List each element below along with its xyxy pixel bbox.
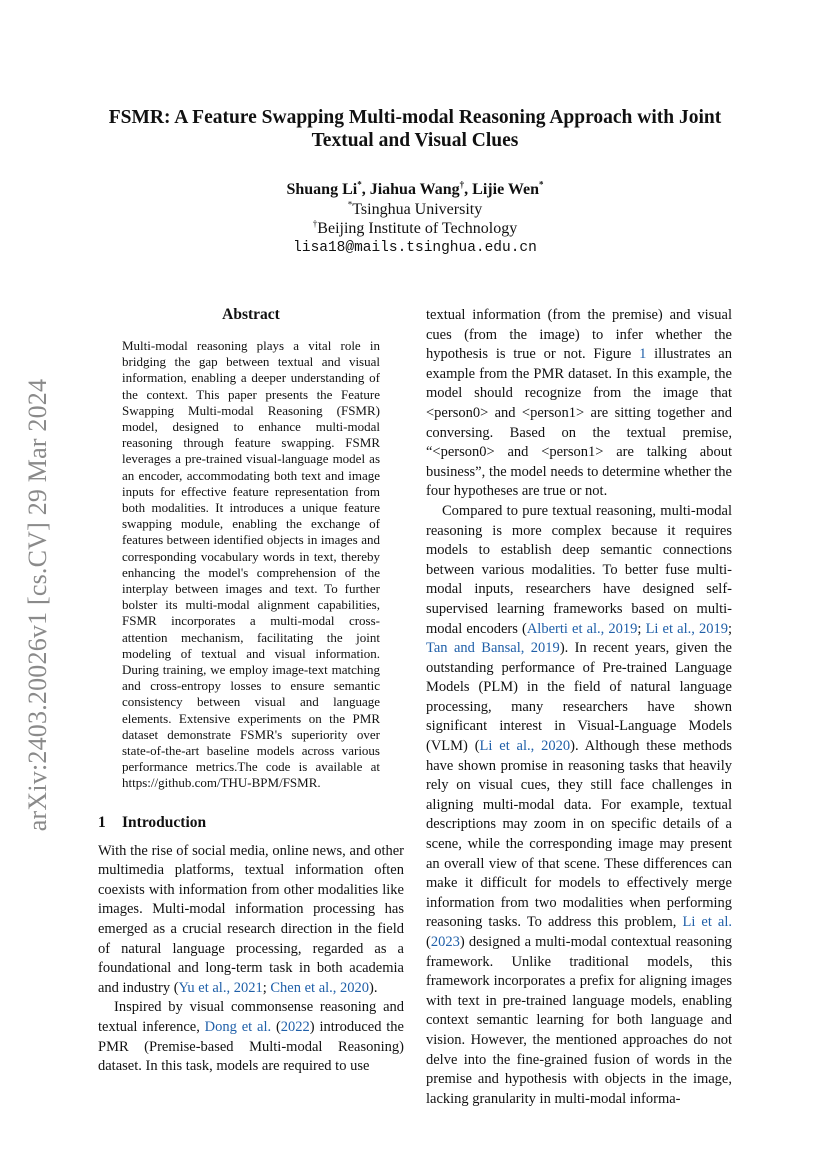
paragraph-text: ) introduced the PMR (Premise-based Multi-modal Reasoning) dataset. In this task, models are required to use xyxy=(98,1019,404,1075)
paragraph-text: textual information (from the premise) and visual cues (from the image) to infer whether the hypothesis is true or not. Figure xyxy=(426,307,732,363)
citation-separator: ( xyxy=(426,934,431,950)
figure-reference-link[interactable]: 1 xyxy=(639,346,647,363)
author-2-mark: † xyxy=(459,179,465,190)
intro-paragraph-3 xyxy=(426,306,732,502)
citation-link[interactable]: Tan and Bansal, 2019 xyxy=(426,640,560,657)
paragraph-text: ). xyxy=(369,979,378,996)
citation-separator: ; xyxy=(727,620,732,637)
author-3-mark: * xyxy=(539,179,544,190)
paragraph-text: ). In recent years, given the outstanding performance of Pre-trained Language Models (PLM) in the field of natural language processing, many researchers have shown significant interest in Visual-Language Models (VLM) ( xyxy=(426,640,732,755)
abstract-heading: Abstract xyxy=(222,306,280,323)
title-line-2: Textual and Visual Clues xyxy=(311,130,519,151)
paragraph-text: Inspired by visual commonsense reasoning and textual inference, xyxy=(98,999,404,1036)
affiliation-1-mark: * xyxy=(347,199,353,210)
citation-link[interactable]: Alberti et al., 2019 xyxy=(526,620,638,637)
affiliation-2 xyxy=(90,219,740,239)
arxiv-identifier-stamp xyxy=(18,360,58,850)
right-column xyxy=(426,306,732,1109)
arxiv-stamp-text: arXiv:2403.20026v1 [cs.CV] 29 Mar 2024 xyxy=(23,378,52,832)
section-title: Introduction xyxy=(122,813,207,831)
citation-link[interactable]: 2022 xyxy=(280,1019,310,1036)
citation-link[interactable]: Yu et al., 2021 xyxy=(178,979,263,996)
citation-link[interactable]: Li et al., 2020 xyxy=(479,738,571,755)
citation-link[interactable]: 2023 xyxy=(430,934,460,950)
affiliation-2-text: Beijing Institute of Technology xyxy=(317,220,518,237)
section-number: 1 xyxy=(98,813,106,831)
paper-title xyxy=(90,106,740,152)
author-2: Jiahua Wang xyxy=(369,181,460,198)
author-names: Shuang Li*, Jiahua Wang†, Lijie Wen* xyxy=(286,179,544,198)
affiliation-1-text: Tsinghua University xyxy=(352,200,483,218)
affiliation-1 xyxy=(90,200,740,220)
citation-link[interactable]: Chen et al., 2020 xyxy=(270,979,370,996)
title-line-1: FSMR: A Feature Swapping Multi-modal Reasoning Approach with Joint xyxy=(108,107,722,128)
citation-separator: ( xyxy=(271,1019,281,1036)
paragraph-text: ) designed a multi-modal contextual reasoning framework. Unlike traditional models, this framework incorporates a prefix for aligning images with text in pre-trained language models, enabling context semantic learning for both language and vision. However, the mentioned approaches do not delve into the fine-grained fusion of words in the premise and hypothesis with objects in the image, lacking granularity in multi-modal informa- xyxy=(426,934,732,1107)
citation-separator: ; xyxy=(262,979,271,996)
citation-separator: ; xyxy=(637,620,646,637)
author-1-mark: * xyxy=(357,179,362,190)
citation-link[interactable]: Dong et al. xyxy=(204,1019,272,1036)
paragraph-text: ). Although these methods have shown promise in reasoning tasks that heavily rely on visual cues, they still face challenges in aligning multi-modal data. For example, textual descriptions may zoom in on specific details of a scene, while the corresponding image may present an overall view of that scene. These differences can make it difficult for models to effectively merge information from two modalities when performing reasoning tasks. To address this problem, xyxy=(426,738,732,931)
intro-paragraph-2 xyxy=(98,998,404,1076)
intro-paragraph-1 xyxy=(98,842,404,999)
affiliation-2-mark: † xyxy=(312,218,318,229)
abstract-text: Multi-modal reasoning plays a vital role in bridging the gap between textual and visual information, enabling a deeper understanding of the context. This paper presents the Feature Swapping Multi-modal Reasoning (FSMR) model, designed to enhance multi-modal reasoning through feature swapping. FSMR leverages a pre-trained visual-language model as an encoder, accommodating both text and image inputs for effective feature representation from both modalities. It introduces a unique feature swapping module, enabling the exchange of features between identified objects in images and corresponding vocabulary words in text, thereby enhancing the model's comprehension of the interplay between images and text. To further bolster its multi-modal alignment capabilities, FSMR incorporates a multi-modal cross-attention mechanism, facilitating the joint modeling of textual and visual information. During training, we employ image-text matching and cross-entropy losses to ensure semantic consistency between visual and language elements. Extensive experiments on the PMR dataset demonstrate FSMR's superiority over state-of-the-art baseline models across various performance metrics.The code is available at https://github.com/THU-BPM/FSMR. xyxy=(122,338,380,791)
paragraph-text: Compared to pure textual reasoning, multi-modal reasoning is more complex because it requires models to establish deep semantic connections between various modalities. To better fuse multi-modal inputs, researchers have designed self-supervised learning frameworks based on multi-modal encoders ( xyxy=(426,502,732,637)
intro-paragraph-4 xyxy=(426,502,732,1109)
left-column xyxy=(98,306,404,1077)
author-1: Shuang Li xyxy=(286,181,358,198)
author-block xyxy=(90,180,740,258)
paragraph-text: With the rise of social media, online news, and other multimedia platforms, textual information often coexists with information from other modalities like images. Multi-modal information processing has emerged as a crucial research direction in the field of natural language processing, regarded as a foundational and long-term task in both academia and industry ( xyxy=(98,842,404,996)
author-3: Lijie Wen xyxy=(472,181,539,198)
citation-link[interactable]: Li et al., 2019 xyxy=(645,620,728,637)
author-email: lisa18@mails.tsinghua.edu.cn xyxy=(293,239,537,256)
citation-link[interactable]: Li et al. xyxy=(682,914,732,931)
section-heading-introduction xyxy=(98,814,404,832)
paragraph-text: illustrates an example from the PMR dataset. In this example, the model should recognize from the image that <person0> and <person1> are sitting together and conversing. Based on the textual premise, “<person0> and <person1> are talking about business”, the model needs to determine whether the four hypotheses are true or not. xyxy=(426,346,732,500)
